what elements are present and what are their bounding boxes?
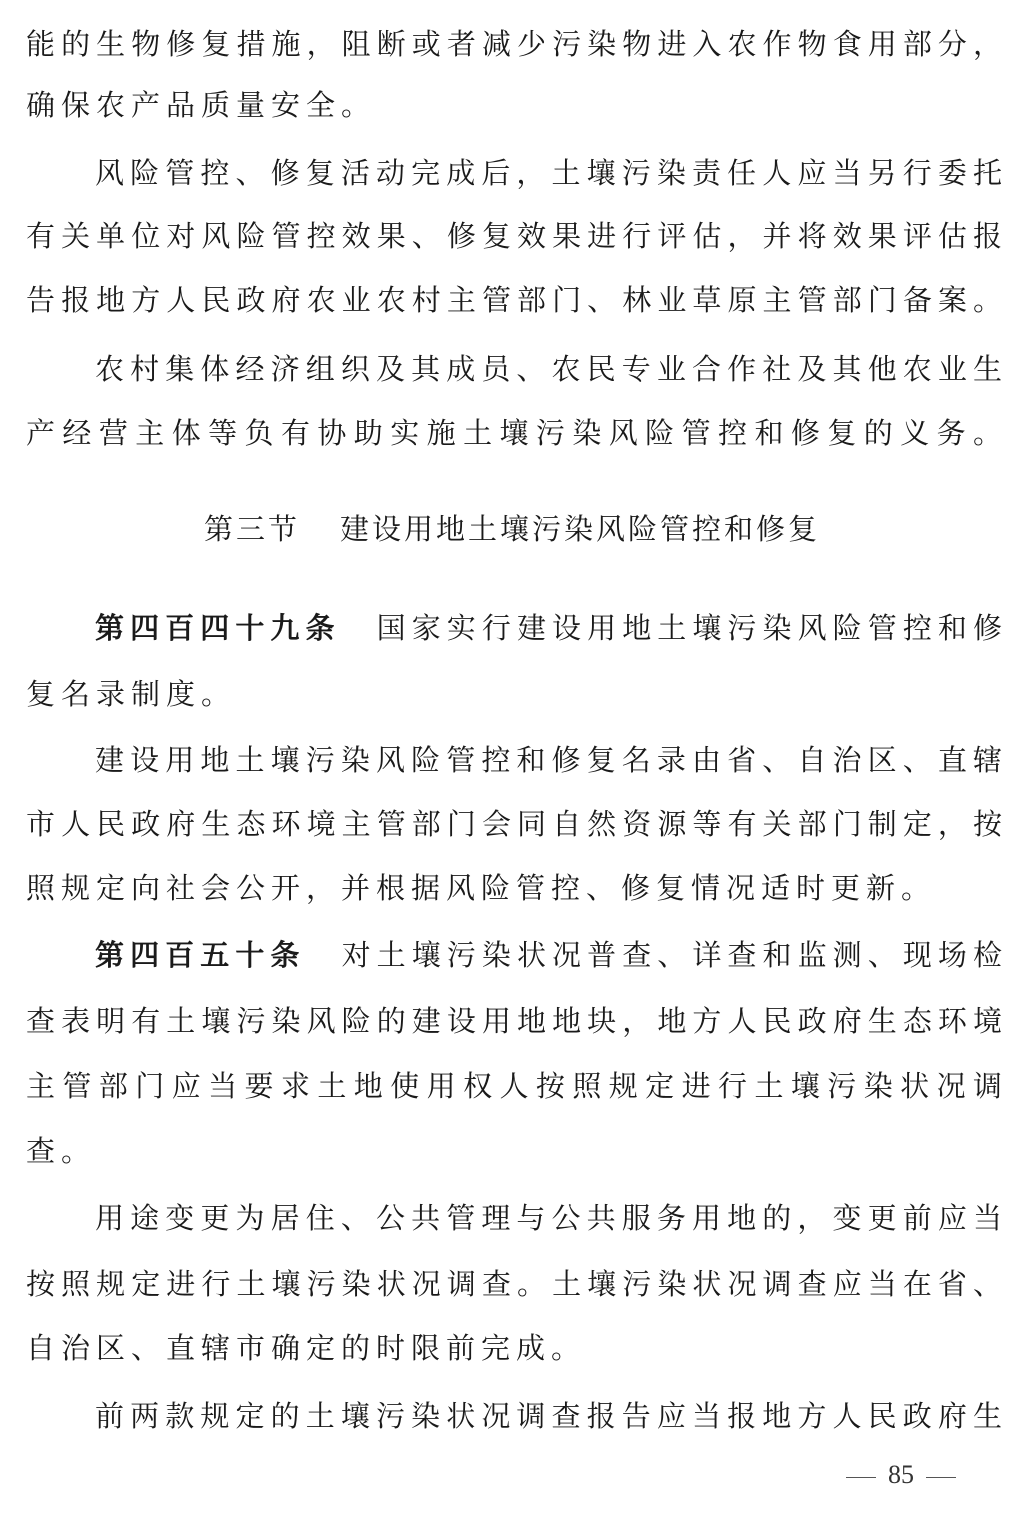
article-first-line [95, 598, 1002, 658]
article-first-line [95, 925, 1002, 985]
text-line: 有关单位对风险管控效果、修复效果进行评估，并将效果评估报 [26, 219, 1002, 253]
text-line: 主管部门应当要求土地使用权人按照规定进行土壤污染状况调 [26, 1069, 1002, 1103]
text-line: 自治区、直辖市确定的时限前完成。 [26, 1331, 587, 1365]
text-line: 产经营主体等负有协助实施土壤污染风险管控和修复的义务。 [26, 416, 1002, 450]
text-line: 前两款规定的土壤污染状况调查报告应当报地方人民政府生 [95, 1399, 1002, 1433]
page-footer [846, 1455, 986, 1495]
article-text: 国家实行建设用地土壤污染风险管控和修 [370, 611, 1002, 645]
text-line: 建设用地土壤污染风险管控和修复名录由省、自治区、直辖 [95, 743, 1002, 777]
text-line: 查表明有土壤污染风险的建设用地地块，地方人民政府生态环境 [26, 1004, 1002, 1038]
text-line: 风险管控、修复活动完成后，土壤污染责任人应当另行委托 [95, 156, 1002, 190]
text-line: 能的生物修复措施，阻断或者减少污染物进入农作物食用部分， [26, 27, 1002, 61]
text-line: 告报地方人民政府农业农村主管部门、林业草原主管部门备案。 [26, 283, 1002, 317]
text-line: 按照规定进行土壤污染状况调查。土壤污染状况调查应当在省、 [26, 1267, 1002, 1301]
article-title: 第四百四十九条 [95, 611, 341, 645]
text-line: 复名录制度。 [26, 677, 237, 711]
footer-dash-left [846, 1477, 876, 1478]
text-line: 确保农产品质量安全。 [26, 88, 377, 122]
text-line: 照规定向社会公开，并根据风险管控、修复情况适时更新。 [26, 871, 937, 905]
section-number: 第三节 [203, 512, 300, 546]
text-line: 用途变更为居住、公共管理与公共服务用地的，变更前应当 [95, 1201, 1002, 1235]
text-line: 市人民政府生态环境主管部门会同自然资源等有关部门制定，按 [26, 807, 1002, 841]
section-heading [0, 499, 1024, 559]
section-title: 建设用地土壤污染风险管控和修复 [340, 512, 821, 546]
page-number: 85 [888, 1460, 914, 1489]
article-title: 第四百五十条 [95, 938, 306, 972]
footer-dash-right [926, 1477, 956, 1478]
text-line: 农村集体经济组织及其成员、农民专业合作社及其他农业生 [95, 352, 1002, 386]
text-line: 查。 [26, 1134, 97, 1168]
article-text: 对土壤污染状况普查、详查和监测、现场检 [335, 938, 1002, 972]
